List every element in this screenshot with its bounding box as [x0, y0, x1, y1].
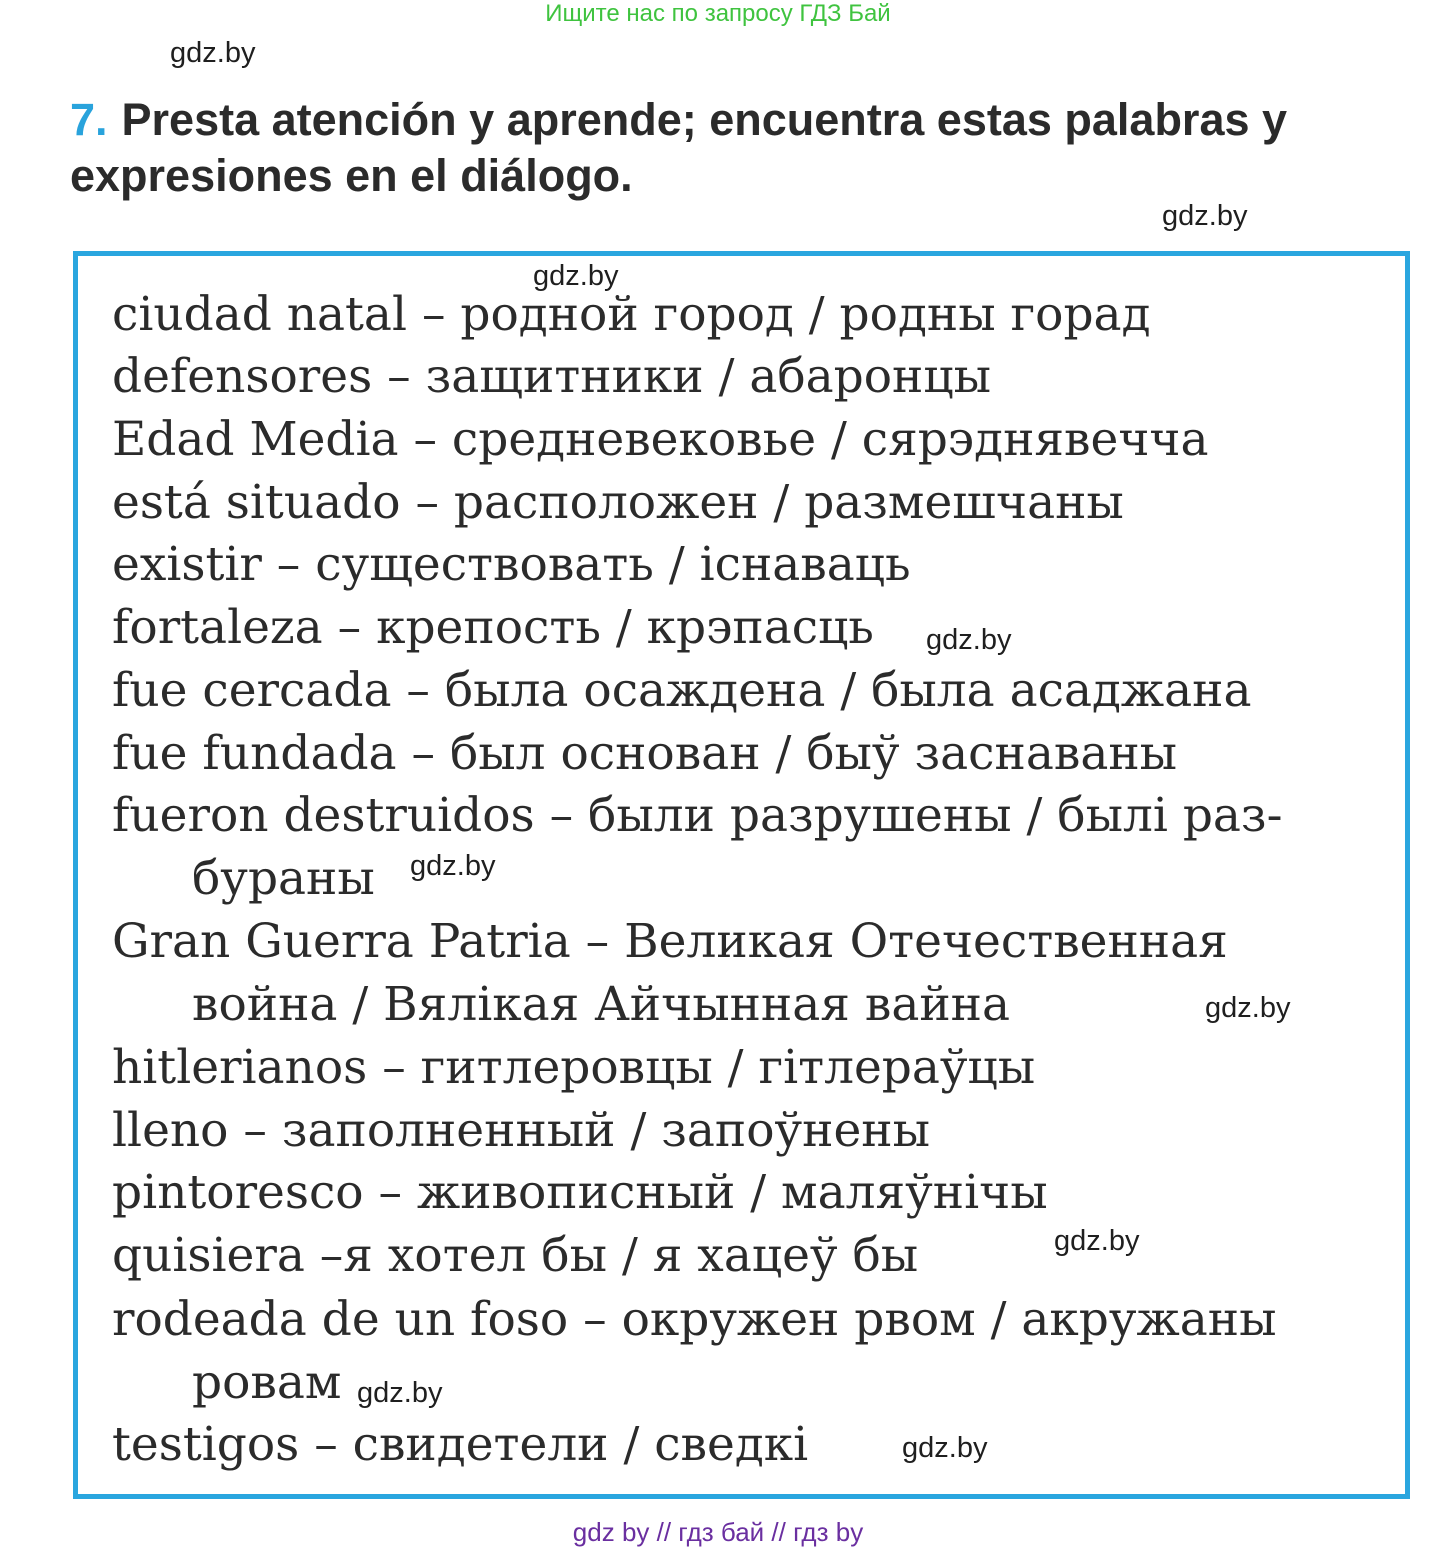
watermark: gdz.by [902, 1432, 988, 1464]
vocab-separator: – [407, 287, 461, 342]
vocab-entry [112, 1224, 1374, 1287]
vocab-separator: – [228, 1103, 282, 1158]
vocab-separator: – [534, 788, 589, 843]
vocab-entry [112, 1288, 1374, 1414]
watermark: gdz.by [1205, 992, 1291, 1024]
vocab-entry [112, 596, 1374, 659]
vocab-term: existir [112, 537, 262, 592]
vocab-term: defensores [112, 349, 373, 404]
top-banner: Ищите нас по запросу ГДЗ Бай [545, 0, 891, 27]
vocab-translation: окружен рвом / акружаны [621, 1292, 1277, 1347]
vocab-term: Gran Guerra Patria [112, 914, 571, 969]
vocab-entry [112, 1161, 1374, 1224]
vocab-term: fortaleza [112, 600, 323, 655]
watermark: gdz.by [1054, 1225, 1140, 1257]
vocab-term: pintoresco [112, 1165, 364, 1220]
vocab-entry [112, 471, 1374, 534]
vocab-translation: расположен / размешчаны [453, 475, 1124, 530]
vocab-separator: – [391, 663, 445, 718]
vocab-separator: – [568, 1292, 622, 1347]
vocab-term: quisiera [112, 1228, 305, 1283]
vocab-continuation: война / Вялікая Айчынная вайна [192, 977, 1011, 1032]
vocab-term: testigos [112, 1417, 300, 1472]
watermark: gdz.by [926, 624, 1012, 656]
vocab-translation: Великая Отечественная [624, 914, 1228, 969]
task-title [70, 92, 1420, 204]
vocab-term: rodeada de un foso [112, 1292, 569, 1347]
vocab-translation: свидетели / сведкі [352, 1417, 809, 1472]
vocab-translation: защитники / абаронцы [425, 349, 992, 404]
vocab-separator: – [367, 1040, 421, 1095]
task-number: 7. [70, 94, 108, 145]
vocab-entry [112, 1099, 1374, 1162]
vocab-entry [112, 408, 1374, 471]
vocab-continuation: бураны [192, 851, 375, 906]
watermark: gdz.by [533, 260, 619, 292]
vocab-translation: гитлеровцы / гітлераўцы [420, 1040, 1036, 1095]
task-text: Presta atención y aprende; encuentra estas palabras y expresiones en el diálogo. [70, 94, 1288, 201]
vocab-continuation: ровам [192, 1355, 342, 1410]
watermark: gdz.by [357, 1377, 443, 1409]
vocab-term: ciudad natal [112, 287, 407, 342]
watermark: gdz.by [170, 37, 256, 69]
vocab-entry [112, 910, 1374, 1036]
footer-links: gdz by // гдз бай // гдз by [572, 1517, 864, 1547]
vocab-term: Edad Media [112, 412, 399, 467]
vocab-translation: была осаждена / была асаджана [444, 663, 1252, 718]
vocab-translation: родной город / родны горад [460, 287, 1151, 342]
vocab-translation: средневековье / сярэднявечча [451, 412, 1209, 467]
vocab-separator: – [322, 600, 377, 655]
vocab-separator: – [398, 412, 452, 467]
watermark: gdz.by [1162, 200, 1248, 232]
vocab-translation: я хотел бы / я хацеў бы [343, 1228, 919, 1283]
vocab-separator: – [400, 475, 454, 530]
vocab-entry [112, 722, 1374, 785]
vocab-entry [112, 533, 1374, 596]
vocab-translation: существовать / існаваць [315, 537, 911, 592]
vocab-separator: – [299, 1417, 353, 1472]
vocab-term: fue cercada [112, 663, 392, 718]
vocab-term: está situado [112, 475, 401, 530]
vocab-entry [112, 1413, 1374, 1476]
vocab-translation: были разрушены / былі раз- [588, 788, 1283, 843]
vocab-separator: – [304, 1228, 344, 1283]
watermark: gdz.by [410, 850, 496, 882]
vocab-separator: – [261, 537, 316, 592]
vocab-separator: – [396, 726, 450, 781]
vocab-term: hitlerianos [112, 1040, 368, 1095]
vocab-separator: – [372, 349, 426, 404]
vocab-entry [112, 659, 1374, 722]
vocab-separator: – [363, 1165, 417, 1220]
vocab-translation: живописный / маляўнічы [416, 1165, 1048, 1220]
vocab-translation: был основан / быў заснаваны [449, 726, 1178, 781]
vocab-translation: заполненный / запоўнены [281, 1103, 931, 1158]
vocab-entry [112, 1036, 1374, 1099]
vocab-term: fueron destruidos [112, 788, 535, 843]
vocab-separator: – [570, 914, 625, 969]
vocab-entry [112, 784, 1374, 910]
vocab-translation: крепость / крэпасць [376, 600, 874, 655]
vocab-entry [112, 283, 1374, 346]
vocab-entry [112, 345, 1374, 408]
vocab-term: lleno [112, 1103, 229, 1158]
vocab-term: fue fundada [112, 726, 397, 781]
